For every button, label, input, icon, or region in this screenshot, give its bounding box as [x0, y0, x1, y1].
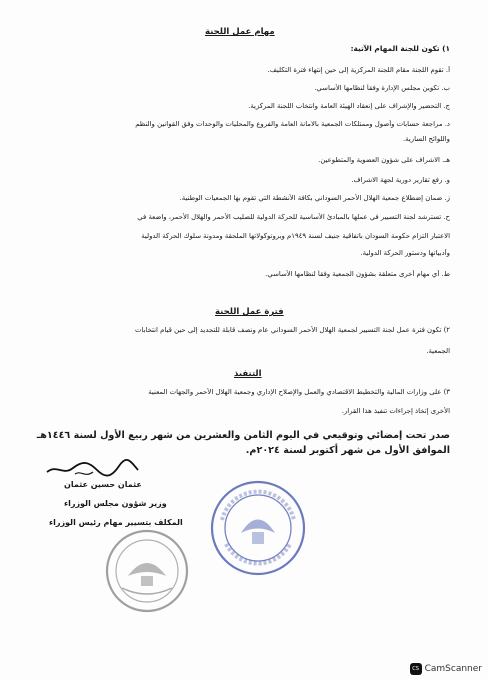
gray-emblem-seal [104, 528, 190, 614]
task-h-line1: ح. تسترشد لجنة التسيير في عملها بالمبادئ الأساسية للحركة الدولية للصليب الأحمر والهلال الأحمر، واضعة في [137, 213, 450, 221]
signature-name: عثمان حسين عثمان [64, 480, 142, 489]
signature-title-2: المكلف بتسيير مهام رئيس الوزراء [49, 518, 183, 527]
task-h-line2: الاعتبار التزام حكومة السودان باتفاقية جنيف لسنة ١٩٤٩م وبروتوكولاتها الملحقة ومدونة سلوك الحركة الدولية [141, 232, 450, 240]
task-d-line1: د. مراجعة حسابات وأصول وممتلكات الجمعية بالامانة العامة والفروع والمحليات والوحدات وفق القوانين والنظم [135, 120, 450, 128]
execution-line2: الأخرى إتخاذ إجراءات تنفيذ هذا القرار. [341, 407, 450, 415]
task-i: ط. أي مهام أخرى متعلقة بشؤون الجمعية وفقاً لنظامها الأساسي. [265, 270, 450, 278]
period-line1: ٢) تكون فترة عمل لجنة التسيير لجمعية الهلال الأحمر السوداني عام ونصف قابلة للتجديد إلى حين قيام انتخابات [134, 326, 450, 334]
period-line2: الجمعية. [426, 347, 450, 355]
heading-execution: التنفيذ [234, 369, 262, 379]
execution-line1: ٣) على وزارات المالية والتخطيط الاقتصادي والعمل والإصلاح الإداري وجمعية الهلال الأحمر والجهات المعنية [148, 388, 450, 396]
task-c: ج. التحضير والإشراف على إنعقاد الهيئة العامة وانتخاب اللجنة المركزية. [248, 102, 450, 110]
task-e: هـ. الاشراف على شؤون العضوية والمتطوعين. [318, 156, 450, 164]
task-g: ز. ضمان إضطلاع جمعية الهلال الأحمر السوداني بكافة الأنشطة التي تقوم بها الجمعيات الوطنية. [179, 194, 450, 202]
task-intro: ١) تكون للجنة المهام الآتية: [350, 44, 450, 53]
task-h-line3: وأدبياتها ودستور الحركة الدولية. [360, 249, 450, 257]
heading-period: فترة عمل اللجنة [215, 307, 284, 317]
camscanner-watermark [410, 663, 482, 675]
task-b: ب. تكوين مجلس الإدارة وفقاً لنظامها الأساسي. [314, 84, 450, 92]
camscanner-logo-icon: CS [410, 663, 422, 675]
task-d-line2: واللوائح السارية. [402, 135, 450, 143]
task-a: أ. تقوم اللجنة مقام اللجنة المركزية إلى حين إنتهاء فترة التكليف. [267, 66, 450, 74]
task-f: و. رفع تقارير دورية لجهة الاشراف. [351, 176, 450, 184]
handwritten-signature [45, 458, 140, 480]
camscanner-label: CamScanner [424, 664, 482, 674]
heading-tasks: مهام عمل اللجنة [205, 27, 275, 37]
issued-statement: صدر تحت إمضائي وتوقيعي في اليوم الثامن والعشرين من شهر ربيع الأول لسنة ١٤٤٦هـ الموافق الأول من شهر أكتوبر لسنة ٢٠٢٤م. [36, 430, 450, 456]
blue-official-stamp [208, 478, 308, 578]
signature-title-1: وزير شؤون مجلس الوزراء [64, 499, 167, 508]
